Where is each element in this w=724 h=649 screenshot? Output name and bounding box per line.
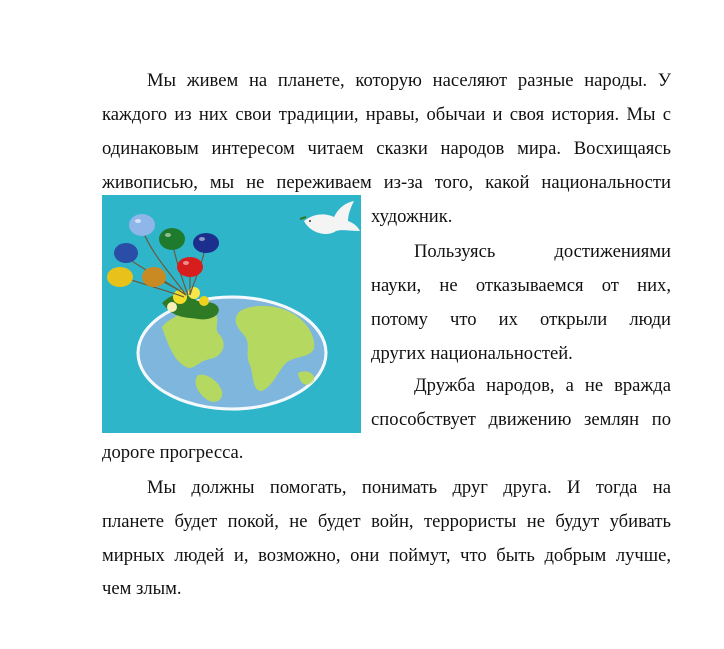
paragraph-line: других национальностей. [371,343,573,364]
paragraph-line: художник. [371,206,453,227]
paragraph-line: планете будет покой, не будет войн, террористы не будут убивать [102,511,671,532]
paragraph-line: Пользуясь достижениями [414,241,671,262]
paragraph-line: чем злым. [102,578,182,599]
earth-icon [138,297,326,409]
earth-balloons-illustration [102,195,361,433]
paragraph-line: каждого из них свои традиции, нравы, обычаи и своя история. Мы с [102,104,671,125]
paragraph-line: мирных людей и, возможно, они поймут, что быть добрым лучше, [102,545,671,566]
paragraph-line: потому что их открыли люди [371,309,671,330]
paragraph-line: одинаковым интересом читаем сказки народов мира. Восхищаясь [102,138,671,159]
paragraph-line: дороге прогресса. [102,442,244,463]
paragraph-line: Мы живем на планете, которую населяют разные народы. У [147,70,671,91]
paragraph-line: науки, не отказываемся от них, [371,275,671,296]
paragraph-line: Мы должны помогать, понимать друг друга. И тогда на [147,477,671,498]
paragraph-line: Дружба народов, а не вражда [414,375,671,396]
paragraph-line: живописью, мы не переживаем из-за того, какой национальности [102,172,671,193]
paragraph-line: способствует движению землян по [371,409,671,430]
